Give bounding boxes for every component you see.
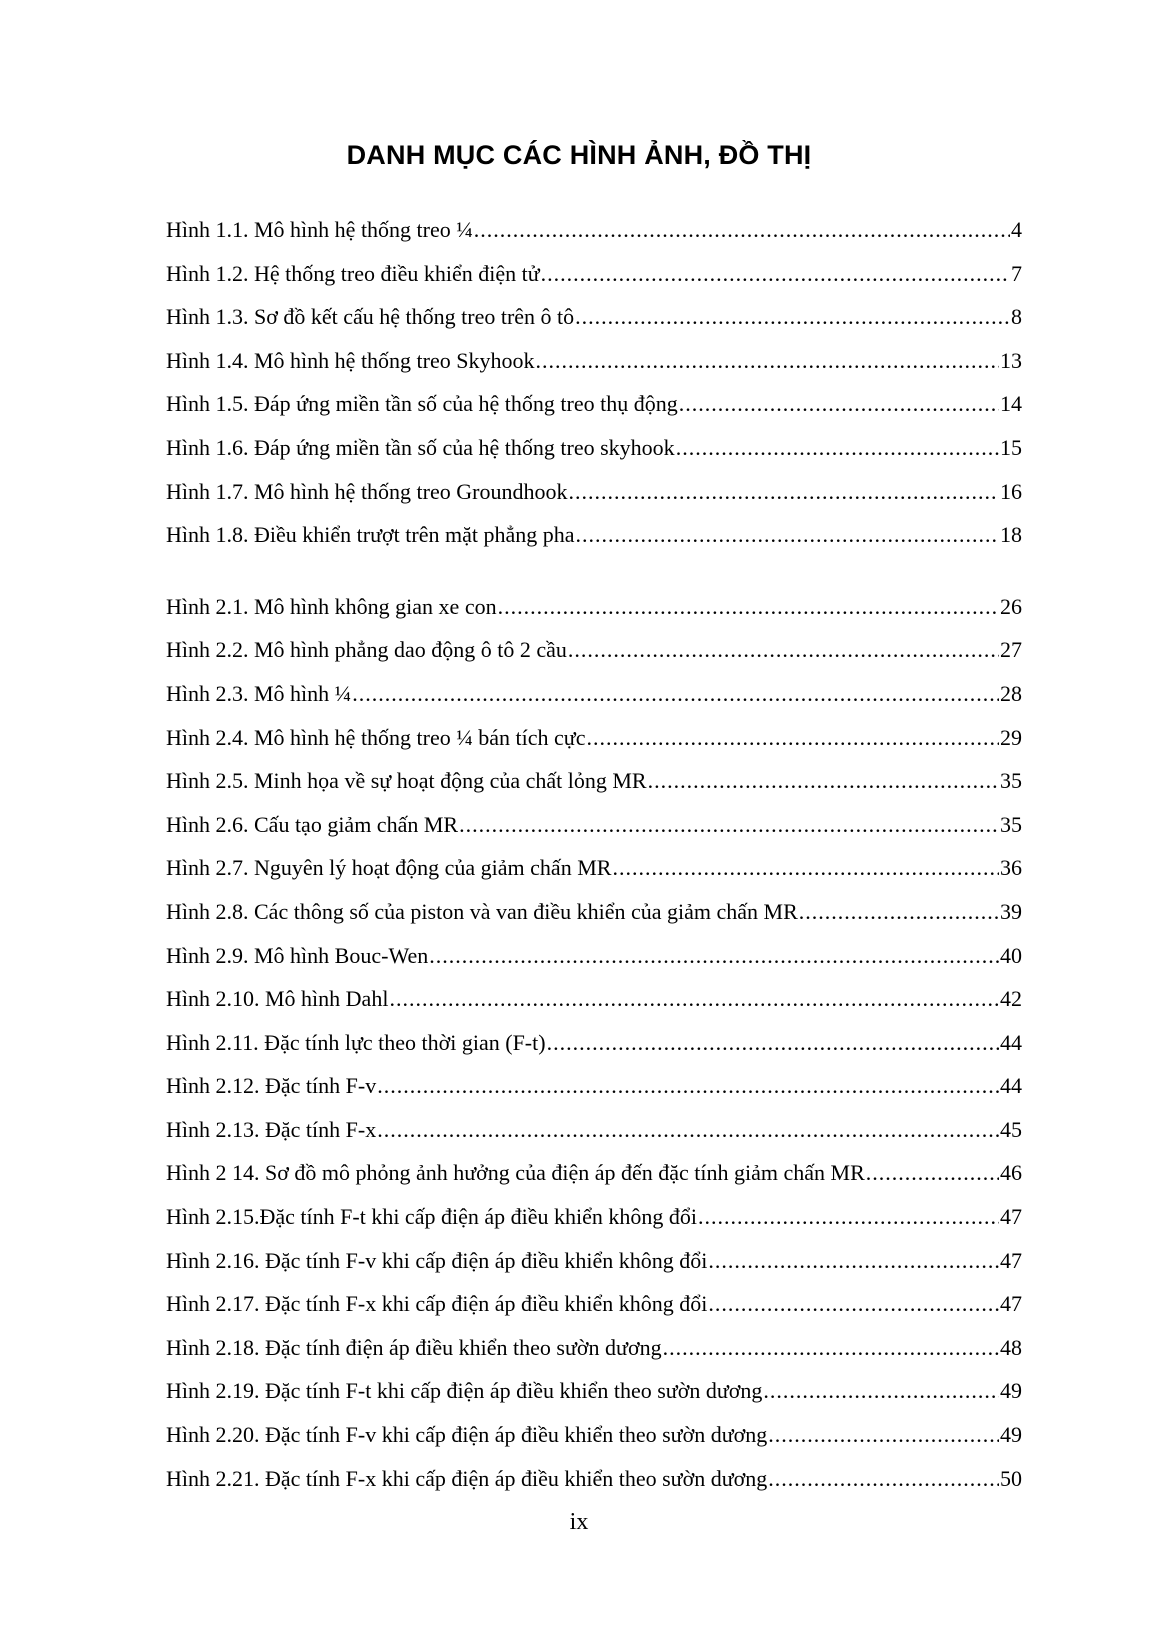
toc-entry [166,1151,1022,1195]
dot-leader [377,1064,999,1108]
toc-entry [166,1239,1022,1283]
toc-entry-page: 39 [1000,898,1022,924]
toc-entry-label: Hình 2.21. Đặc tính F-x khi cấp điện áp điều khiển theo sườn dương [166,1465,768,1491]
toc-entry-label: Hình 1.3. Sơ đồ kết cấu hệ thống treo trên ô tô [166,304,575,330]
dot-leader [866,1151,999,1195]
toc-entry [166,759,1022,803]
toc-entry-page: 15 [1000,434,1022,460]
toc-entry-page: 50 [1000,1465,1022,1491]
toc-entry-label: Hình 2.9. Mô hình Bouc-Wen [166,942,429,968]
dot-leader [768,1413,999,1457]
toc-entry-label: Hình 2.8. Các thông số của piston và van điều khiển của giảm chấn MR [166,898,798,924]
toc-entry-page: 42 [1000,986,1022,1012]
toc-entry-page: 49 [1000,1422,1022,1448]
toc-entry-page: 29 [1000,724,1022,750]
toc-entry-label: Hình 1.2. Hệ thống treo điều khiển điện tử [166,260,540,286]
toc-entry [166,513,1022,557]
toc-entry-page: 48 [1000,1334,1022,1360]
dot-leader [708,1282,999,1326]
dot-leader [575,513,999,557]
toc-entry [166,1369,1022,1413]
dot-leader [763,1369,999,1413]
toc-entry [166,803,1022,847]
toc-entry [166,1108,1022,1152]
toc-entry-label: Hình 2.6. Cấu tạo giảm chấn MR [166,811,459,837]
dot-leader [541,252,1010,296]
figure-list [166,208,1022,1500]
toc-entry-label: Hình 2.18. Đặc tính điện áp điều khiển theo sườn dương [166,1334,662,1360]
toc-entry-page: 35 [1000,768,1022,794]
toc-entry-page: 16 [1000,478,1022,504]
dot-leader [586,716,999,760]
toc-entry-label: Hình 2.20. Đặc tính F-v khi cấp điện áp điều khiển theo sườn dương [166,1422,768,1448]
toc-entry-page: 13 [1000,347,1022,373]
dot-leader [389,977,999,1021]
toc-entry-page: 40 [1000,942,1022,968]
toc-entry [166,1413,1022,1457]
toc-entry-label: Hình 2.12. Đặc tính F-v [166,1073,377,1099]
dot-leader [536,339,1000,383]
dot-leader [648,759,999,803]
dot-leader [547,1021,999,1065]
toc-entry-label: Hình 1.4. Mô hình hệ thống treo Skyhook [166,347,535,373]
toc-entry [166,295,1022,339]
toc-entry-label: Hình 2.5. Minh họa về sự hoạt động của chất lỏng MR [166,768,647,794]
toc-entry-label: Hình 2.13. Đặc tính F-x [166,1116,377,1142]
toc-entry-page: 45 [1000,1116,1022,1142]
toc-entry-page: 27 [1000,637,1022,663]
dot-leader [676,426,999,470]
toc-entry-label: Hình 2.17. Đặc tính F-x khi cấp điện áp điều khiển không đổi [166,1291,708,1317]
toc-entry [166,628,1022,672]
dot-leader [498,585,999,629]
toc-entry [166,977,1022,1021]
page-title: DANH MỤC CÁC HÌNH ẢNH, ĐỒ THỊ [346,140,812,170]
dot-leader [352,672,999,716]
dot-leader [708,1239,999,1283]
toc-entry-label: Hình 1.5. Đáp ứng miền tần số của hệ thống treo thụ động [166,391,678,417]
toc-entry-page: 8 [1011,304,1022,330]
toc-entry-page: 47 [1000,1247,1022,1273]
toc-entry-label: Hình 1.7. Mô hình hệ thống treo Groundhook [166,478,568,504]
toc-entry [166,585,1022,629]
dot-leader [698,1195,999,1239]
toc-entry-label: Hình 2 14. Sơ đồ mô phỏng ảnh hưởng của điện áp đến đặc tính giảm chấn MR [166,1160,865,1186]
toc-entry [166,252,1022,296]
chapter-1-figures [166,208,1022,557]
dot-leader [474,208,1010,252]
toc-entry-page: 44 [1000,1073,1022,1099]
dot-leader [612,846,999,890]
dot-leader [568,470,999,514]
toc-entry-label: Hình 2.3. Mô hình ¼ [166,680,352,706]
toc-entry-page: 49 [1000,1378,1022,1404]
toc-entry-label: Hình 1.6. Đáp ứng miền tần số của hệ thống treo skyhook [166,434,675,460]
toc-entry [166,890,1022,934]
toc-entry [166,934,1022,978]
toc-entry-label: Hình 2.11. Đặc tính lực theo thời gian (F-t) [166,1029,546,1055]
toc-entry-page: 35 [1000,811,1022,837]
toc-entry [166,1195,1022,1239]
page-number: ix [569,1509,589,1535]
toc-entry-label: Hình 2.1. Mô hình không gian xe con [166,593,497,619]
toc-entry-page: 44 [1000,1029,1022,1055]
toc-entry [166,208,1022,252]
toc-entry-page: 18 [1000,522,1022,548]
toc-entry [166,382,1022,426]
dot-leader [568,628,999,672]
toc-entry [166,846,1022,890]
toc-entry-page: 4 [1011,217,1022,242]
toc-entry-label: Hình 1.8. Điều khiển trượt trên mặt phẳng pha [166,522,575,548]
dot-leader [575,295,1010,339]
toc-entry [166,1457,1022,1501]
toc-entry-page: 46 [1000,1160,1022,1186]
toc-entry-page: 36 [1000,855,1022,881]
toc-entry [166,1326,1022,1370]
toc-entry-label: Hình 2.19. Đặc tính F-t khi cấp điện áp điều khiển theo sườn dương [166,1378,763,1404]
dot-leader [663,1326,999,1370]
toc-entry-label: Hình 2.4. Mô hình hệ thống treo ¼ bán tích cực [166,724,586,750]
toc-entry [166,470,1022,514]
toc-entry [166,339,1022,383]
toc-entry-label: Hình 2.10. Mô hình Dahl [166,986,389,1012]
dot-leader [768,1457,999,1501]
toc-entry [166,716,1022,760]
toc-entry-page: 14 [1000,391,1022,417]
toc-entry [166,1064,1022,1108]
toc-entry-label: Hình 2.16. Đặc tính F-v khi cấp điện áp điều khiển không đổi [166,1247,708,1273]
dot-leader [459,803,999,847]
toc-entry-page: 26 [1000,593,1022,619]
toc-entry [166,672,1022,716]
dot-leader [799,890,999,934]
dot-leader [679,382,999,426]
dot-leader [429,934,999,978]
toc-entry-label: Hình 1.1. Mô hình hệ thống treo ¼ [166,217,473,242]
toc-entry-page: 7 [1011,260,1022,286]
toc-entry-page: 47 [1000,1204,1022,1230]
toc-entry-label: Hình 2.15.Đặc tính F-t khi cấp điện áp điều khiển không đổi [166,1204,697,1230]
toc-entry [166,426,1022,470]
toc-entry [166,1021,1022,1065]
toc-entry-label: Hình 2.7. Nguyên lý hoạt động của giảm chấn MR [166,855,612,881]
toc-entry-page: 28 [1000,680,1022,706]
dot-leader [377,1108,999,1152]
toc-entry-page: 47 [1000,1291,1022,1317]
toc-entry [166,1282,1022,1326]
toc-entry-label: Hình 2.2. Mô hình phẳng dao động ô tô 2 cầu [166,637,567,663]
chapter-2-figures [166,585,1022,1500]
